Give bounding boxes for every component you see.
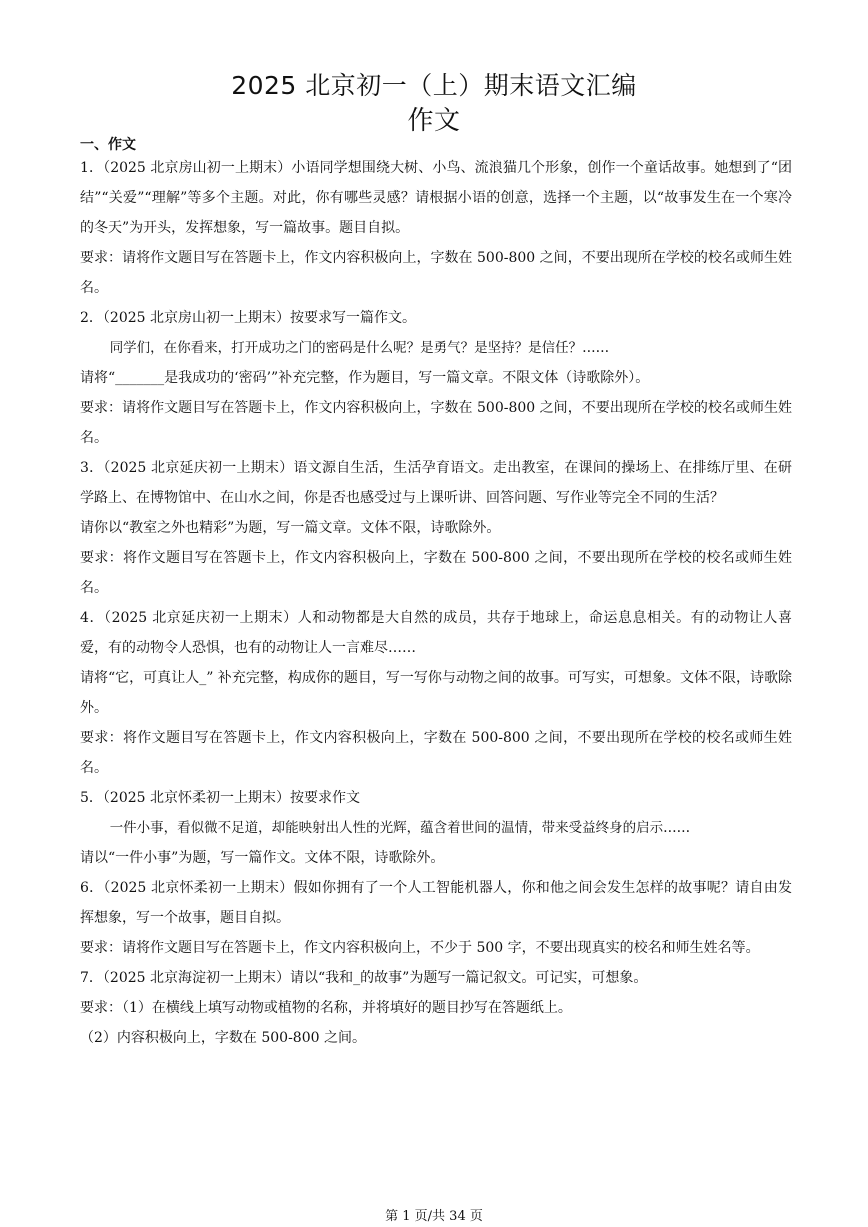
question-7 <box>80 963 792 993</box>
question-7-requirement-1: 要求：（1）在横线上填写动物或植物的名称，并将填好的题目抄写在答题纸上。 <box>80 1000 572 1016</box>
question-1 <box>80 153 792 243</box>
question-2 <box>80 303 792 333</box>
question-5-instruction: 请以“一件小事”为题，写一篇作文。文体不限，诗歌除外。 <box>80 850 445 866</box>
question-2-requirement: 要求：请将作文题目写在答题卡上，作文内容积极向上，字数在 500-800 之间，不要出现所在学校的校名或师生姓名。 <box>80 400 792 446</box>
question-2-source: 2．（2025 北京房山初一上期末） <box>80 310 290 326</box>
question-4-requirement: 要求：将作文题目写在答题卡上，作文内容积极向上，字数在 500-800 之间，不要出现所在学校的校名或师生姓名。 <box>80 730 792 776</box>
question-list <box>80 153 792 1053</box>
section-heading: 一、作文 <box>80 137 136 153</box>
question-5-material: 一件小事，看似微不足道，却能映射出人性的光辉，蕴含着世间的温情，带来受益终身的启示…… <box>109 820 691 836</box>
question-7-prompt: 请以“我和_的故事”为题写一篇记叙文。可记实，可想象。 <box>290 970 648 986</box>
question-2-material: 同学们，在你看来，打开成功之门的密码是什么呢？是勇气？是坚持？是信任？…… <box>109 340 610 356</box>
question-2-instruction: 请将“_______是我成功的‘密码’”补充完整，作为题目，写一篇文章。不限文体（诗歌除外）。 <box>80 370 650 386</box>
question-4 <box>80 603 792 663</box>
question-3-prompt: 语文源自生活，生活孕育语文。走出教室，在课间的操场上、在排练厅里、在研学路上、在博物馆中、在山水之间，你是否也感受过与上课听讲、回答问题、写作业等完全不同的生活？ <box>80 460 792 506</box>
question-6-source: 6．（2025 北京怀柔初一上期末） <box>80 880 294 896</box>
question-6 <box>80 873 792 933</box>
question-6-requirement: 要求：请将作文题目写在答题卡上，作文内容积极向上，不少于 500 字，不要出现真实的校名和师生姓名等。 <box>80 940 760 956</box>
question-3-source: 3．（2025 北京延庆初一上期末） <box>80 460 294 476</box>
question-4-prompt: 人和动物都是大自然的成员，共存于地球上，命运息息相关。有的动物让人喜爱，有的动物令人恐惧，也有的动物让人一言难尽…… <box>80 610 792 656</box>
question-3-instruction: 请你以“教室之外也精彩”为题，写一篇文章。文体不限，诗歌除外。 <box>80 520 501 536</box>
page-number: 第 1 页/共 34 页 <box>385 1209 483 1224</box>
document-title: 2025 北京初一（上）期末语文汇编 <box>231 71 637 100</box>
question-2-prompt: 按要求写一篇作文。 <box>290 310 416 326</box>
question-1-requirement: 要求：请将作文题目写在答题卡上，作文内容积极向上，字数在 500-800 之间，不要出现所在学校的校名或师生姓名。 <box>80 250 792 296</box>
question-3 <box>80 453 792 513</box>
question-1-prompt: 小语同学想围绕大树、小鸟、流浪猫几个形象，创作一个童话故事。她想到了“团结”“关爱”“理解”等多个主题。对此，你有哪些灵感？请根据小语的创意，选择一个主题，以“故事发生在一个寒冷的冬天”为开头，发挥想象，写一篇故事。题目自拟。 <box>80 160 792 236</box>
document-subtitle: 作文 <box>407 106 461 136</box>
question-6-prompt: 假如你拥有了一个人工智能机器人，你和他之间会发生怎样的故事呢？请自由发挥想象，写一个故事，题目自拟。 <box>80 880 792 926</box>
question-1-source: 1．（2025 北京房山初一上期末） <box>80 160 292 176</box>
question-4-source: 4．（2025 北京延庆初一上期末） <box>80 610 298 626</box>
question-7-requirement-2: （2）内容积极向上，字数在 500-800 之间。 <box>80 1030 366 1046</box>
question-5-prompt: 按要求作文 <box>290 790 360 806</box>
question-3-requirement: 要求：将作文题目写在答题卡上，作文内容积极向上，字数在 500-800 之间，不要出现所在学校的校名或师生姓名。 <box>80 550 792 596</box>
question-7-source: 7．（2025 北京海淀初一上期末） <box>80 970 290 986</box>
question-5 <box>80 783 792 813</box>
question-5-source: 5．（2025 北京怀柔初一上期末） <box>80 790 290 806</box>
question-4-instruction: 请将“它，可真让人_” 补充完整，构成你的题目，写一写你与动物之间的故事。可写实，可想象。文体不限，诗歌除外。 <box>80 670 792 716</box>
